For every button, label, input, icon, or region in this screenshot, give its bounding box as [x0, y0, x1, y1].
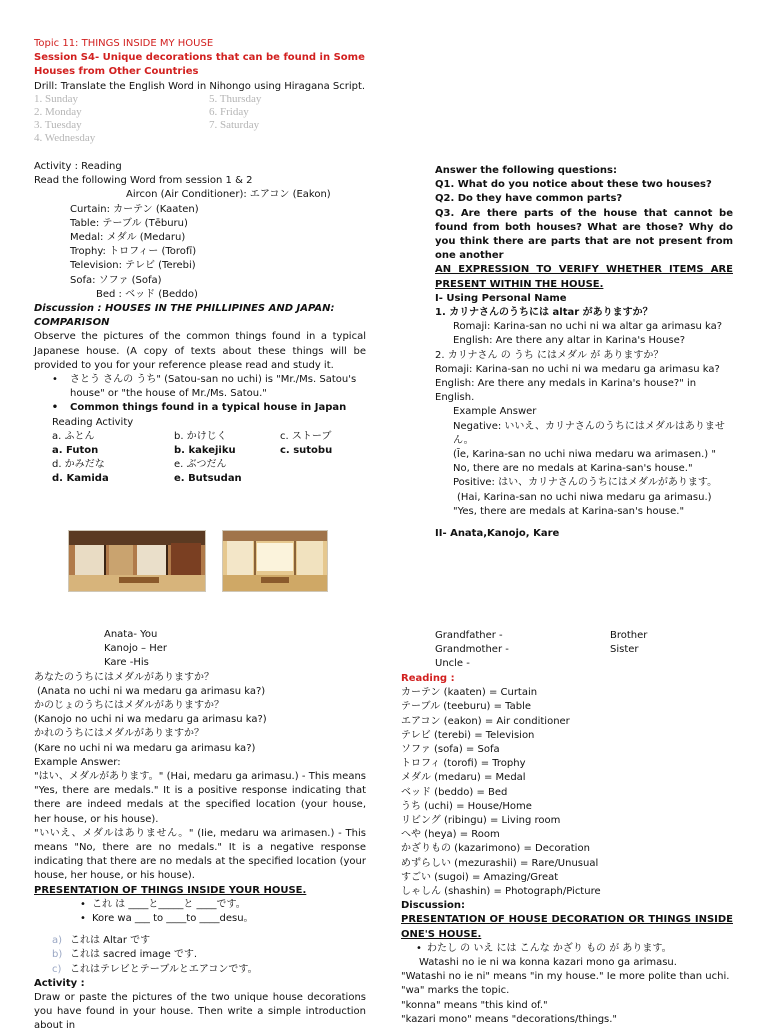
positive-english: "Yes, there are medals at Karina-san's house."	[453, 505, 685, 517]
drill-days-col1	[34, 93, 204, 145]
word-item: Curtain: カーテン (Kaaten)	[70, 203, 199, 215]
negative-romaji: (Īe, Karina-san no uchi niwa medaru wa arimasen.) "	[453, 449, 716, 461]
word-item: Television: テレビ (Terebi)	[70, 260, 196, 272]
vocab-item: カーテン (kaaten) = Curtain	[401, 687, 538, 699]
item-cell: a. ふとん	[52, 430, 95, 442]
example-item-a	[34, 934, 366, 948]
positive-romaji: (Hai, Karina-san no uchi niwa medaru ga arimasu.)	[457, 491, 712, 503]
items-row-1	[34, 430, 366, 444]
pronoun-question: かれのうちにはメダルがありますか？	[34, 728, 204, 740]
activity-intro: Read the following Word from session 1 & 2	[34, 175, 253, 187]
item-cell: b. kakejiku	[174, 445, 236, 457]
vocab-item: うち (uchi) = House/Home	[401, 800, 532, 812]
questions-section	[435, 164, 733, 519]
activity-heading: Activity :	[34, 977, 85, 989]
activity-instructions: Draw or paste the pictures of the two unique house decorations you have found in your house. Then write a simple introduction about in	[34, 992, 366, 1032]
discussion-label: Discussion:	[401, 900, 466, 912]
item-cell: a. Futon	[52, 445, 99, 457]
positive-answer: Positive: はい、カリナさんのうちにはメダルがあります。	[453, 477, 718, 489]
items-row-3	[34, 458, 366, 472]
question-3: Q3. Are there parts of the house that cannot be found from both houses? What are those? Why do you think there are parts that are not present from one another	[435, 207, 733, 262]
pronoun-question-romaji: (Kanojo no uchi ni wa medaru ga arimasu ka?)	[34, 714, 267, 726]
item-cell: d. かみだな	[52, 459, 105, 471]
left-column-top	[34, 37, 366, 94]
drill-day: 7. Saturday	[209, 119, 260, 131]
pronoun-question-romaji: (Anata no uchi ni wa medaru ga arimasu ka?)	[37, 685, 266, 697]
items-row-2	[34, 444, 366, 458]
family-term: Grandfather -	[435, 630, 503, 641]
questions-intro: Answer the following questions:	[435, 165, 617, 176]
pronoun-question-romaji: (Kare no uchi ni wa medaru ga arimasu ka?)	[34, 742, 256, 754]
word-item: Trophy: トロフィー (Torofī)	[70, 246, 197, 258]
vocab-item: めずらしい (mezurashii) = Rare/Unusual	[401, 857, 599, 869]
activity-reading	[34, 160, 366, 487]
list-marker: b)	[52, 949, 63, 961]
word-item: Aircon (Air Conditioner): エアコン (Eakon)	[126, 189, 331, 201]
family-term: Grandmother -	[435, 644, 509, 656]
vocab-item: ソファ (sofa) = Sofa	[401, 744, 500, 756]
pronoun-line: Kare -His	[104, 657, 149, 669]
pronouns-section	[34, 628, 366, 1034]
pronoun-question: かのじょのうちにはメダルがありますか？	[34, 700, 224, 712]
sentence-bullet	[401, 942, 733, 956]
sentence-romaji: Watashi no ie ni wa konna kazari mono ga arimasu.	[419, 957, 677, 969]
drill-day: 1. Sunday	[34, 93, 78, 105]
list-text: これは sacred image です.	[70, 949, 198, 961]
grammar-note: "Watashi no ie ni" means "in my house." Ie more polite than uchi.	[401, 971, 730, 983]
grammar-note: "kazari mono" means "decorations/things."	[401, 1013, 618, 1025]
japanese-room-photo-2	[222, 530, 328, 592]
question-2: Q2. Do they have common parts?	[435, 193, 623, 205]
romaji-text: Romaji: Karina-san no uchi ni wa altar ga arimasu ka?	[453, 321, 723, 333]
pronoun-line: Anata- You	[104, 629, 158, 640]
vocab-item: テーブル (teeburu) = Table	[401, 701, 532, 713]
bullet-text: わたし の いえ には こんな かざり もの が あります。	[427, 942, 672, 954]
topic-title: Topic 11: THINGS INSIDE MY HOUSE	[34, 38, 214, 49]
list-text: これは Altar です	[70, 935, 151, 947]
discussion-bullet-1	[34, 373, 366, 401]
vocab-item: リビング (ribingu) = Living room	[401, 815, 561, 827]
pronoun-question: あなたのうちにはメダルがありますか？	[34, 671, 214, 683]
bullet-icon: •	[80, 898, 86, 910]
english-1: English: Are there any altar in Karina's House?	[453, 335, 686, 347]
pattern-bullet-2	[34, 912, 366, 926]
bullet-icon: •	[51, 402, 59, 414]
vocab-item: トロフィ (torofi) = Trophy	[401, 758, 526, 770]
family-col-2	[610, 629, 730, 657]
example-item-b	[34, 948, 366, 962]
discussion-bullet-2	[34, 401, 366, 415]
question-1: Q1. What do you notice about these two houses?	[435, 179, 712, 191]
example-answer-label: Example Answer:	[34, 756, 121, 768]
bullet-text: さとう さんの うち" (Satou-san no uchi) is "Mr./Ms. Satou's house" or "the house of Mr./Ms. Satou."	[70, 374, 357, 400]
drill-day: 3. Tuesday	[34, 119, 82, 131]
vocab-item: エアコン (eakon) = Air conditioner	[401, 715, 570, 727]
activity-title: Activity : Reading	[34, 161, 122, 172]
bullet-icon: •	[416, 942, 422, 954]
pattern-bullet-1	[34, 898, 366, 912]
section-2-heading: II- Anata,Kanojo, Kare	[435, 528, 560, 539]
vocab-item: ベッド (beddo) = Bed	[401, 786, 508, 798]
negative-answer: Negative: いいえ、カリナさんのうちにはメダルはありません。	[453, 420, 725, 446]
vocab-item: かざりもの (kazarimono) = Decoration	[401, 843, 590, 855]
expression-heading: AN EXPRESSION TO VERIFY WHETHER ITEMS ARE PRESENT WITHIN THE HOUSE.	[435, 264, 733, 290]
romaji-2: Romaji: Karina-san no uchi ni wa medaru ga arimasu ka?	[435, 363, 720, 375]
section-1-heading: I- Using Personal Name	[435, 292, 567, 304]
spacer	[34, 926, 366, 934]
item-cell: e. Butsudan	[174, 473, 242, 485]
negative-english: No, there are no medals at Karina-san's house."	[453, 463, 693, 475]
item-cell: c. sutobu	[280, 445, 333, 457]
bullet-text: Common things found in a typical house in Japan	[70, 402, 347, 414]
japanese-room-photo-1	[68, 530, 206, 592]
vocab-item: しゃしん (shashin) = Photograph/Picture	[401, 886, 601, 898]
presentation-heading: PRESENTATION OF HOUSE DECORATION OR THINGS INSIDE ONE'S HOUSE.	[401, 914, 733, 940]
vocab-item: へや (heya) = Room	[401, 829, 500, 841]
family-term: Uncle -	[435, 658, 470, 670]
question-item-2: 2. カリナさん の うち にはメダル が ありますか？	[435, 349, 664, 361]
drill-day: 4. Wednesday	[34, 132, 96, 144]
reading-section	[401, 672, 733, 1027]
romaji-1	[435, 320, 733, 334]
vocab-item: テレビ (terebi) = Television	[401, 729, 535, 741]
vocab-item: すごい (sugoi) = Amazing/Great	[401, 871, 559, 883]
word-item: Sofa: ソファ (Sofa)	[70, 274, 162, 286]
family-term: Sister	[610, 644, 639, 656]
pronoun-line: Kanojo – Her	[104, 643, 168, 655]
section-2-heading-wrap	[435, 527, 733, 541]
vocab-item: メダル (medaru) = Medal	[401, 772, 526, 784]
family-term: Brother	[610, 630, 648, 641]
negative-example: "いいえ、メダルはありません。" (Iie, medaru wa arimasen.) - This means "No, there are no medals." It is a negative response indicating that there are no medals at the specified location (your house, her house, or his house).	[34, 827, 366, 882]
room-photo-illustration	[223, 531, 327, 591]
positive-example: "はい、メダルがあります。" (Hai, medaru ga arimasu.) - This means "Yes, there are medals." It is a positive response indicating that there are indeed medals at the specified location (your house, her house, or his house).	[34, 771, 366, 825]
item-cell: e. ぶつだん	[174, 459, 227, 471]
bullet-icon: •	[80, 913, 86, 925]
reading-title: Reading :	[401, 673, 455, 684]
list-text: これはテレビとテーブルとエアコンです。	[70, 963, 258, 975]
items-row-4	[34, 472, 366, 486]
question-item-1: 1. カリナさんのうちには altar がありますか？	[435, 307, 653, 319]
bullet-text: Kore wa ___ to ____to ____desu。	[92, 913, 254, 925]
drill-instruction: Drill: Translate the English Word in Nihongo using Hiragana Script.	[34, 80, 366, 92]
example-answer-label: Example Answer	[453, 406, 537, 418]
item-cell: b. かけじく	[174, 430, 227, 442]
bullet-text: これ は ____と_____と ____です。	[92, 898, 246, 910]
grammar-note: "konna" means "this kind of."	[401, 999, 548, 1011]
discussion-title: Discussion : HOUSES IN THE PHILLIPINES AND JAPAN: COMPARISON	[34, 303, 335, 329]
presentation-heading: PRESENTATION OF THINGS INSIDE YOUR HOUSE.	[34, 884, 307, 896]
drill-day: 2. Monday	[34, 106, 82, 118]
grammar-note: "wa" marks the topic.	[401, 985, 510, 997]
list-marker: a)	[52, 935, 63, 947]
session-title: Session S4- Unique decorations that can be found in Some Houses from Other Countries	[34, 52, 365, 78]
list-marker: c)	[52, 963, 62, 975]
word-item: Bed : ベッド (Beddo)	[96, 288, 198, 300]
room-photo-illustration	[69, 531, 205, 591]
drill-days-col2	[209, 93, 359, 132]
word-item: Table: テーブル (Tēburu)	[70, 217, 188, 229]
english-2: English: Are there any medals in Karina's house?" in English.	[435, 378, 697, 404]
family-col-1	[435, 629, 605, 672]
drill-day: 5. Thursday	[209, 93, 262, 105]
word-item: Medal: メダル (Medaru)	[70, 232, 186, 244]
drill-day: 6. Friday	[209, 106, 249, 118]
discussion-text: Observe the pictures of the common things found in a typical Japanese house. (A copy of texts about these things will be provided to you for your reference please read and study it.	[34, 331, 366, 371]
bullet-icon: •	[52, 374, 58, 386]
reading-activity-label: Reading Activity	[52, 416, 134, 428]
item-cell: c. ストーブ	[280, 430, 332, 442]
example-item-c	[34, 963, 366, 977]
item-cell: d. Kamida	[52, 473, 109, 485]
